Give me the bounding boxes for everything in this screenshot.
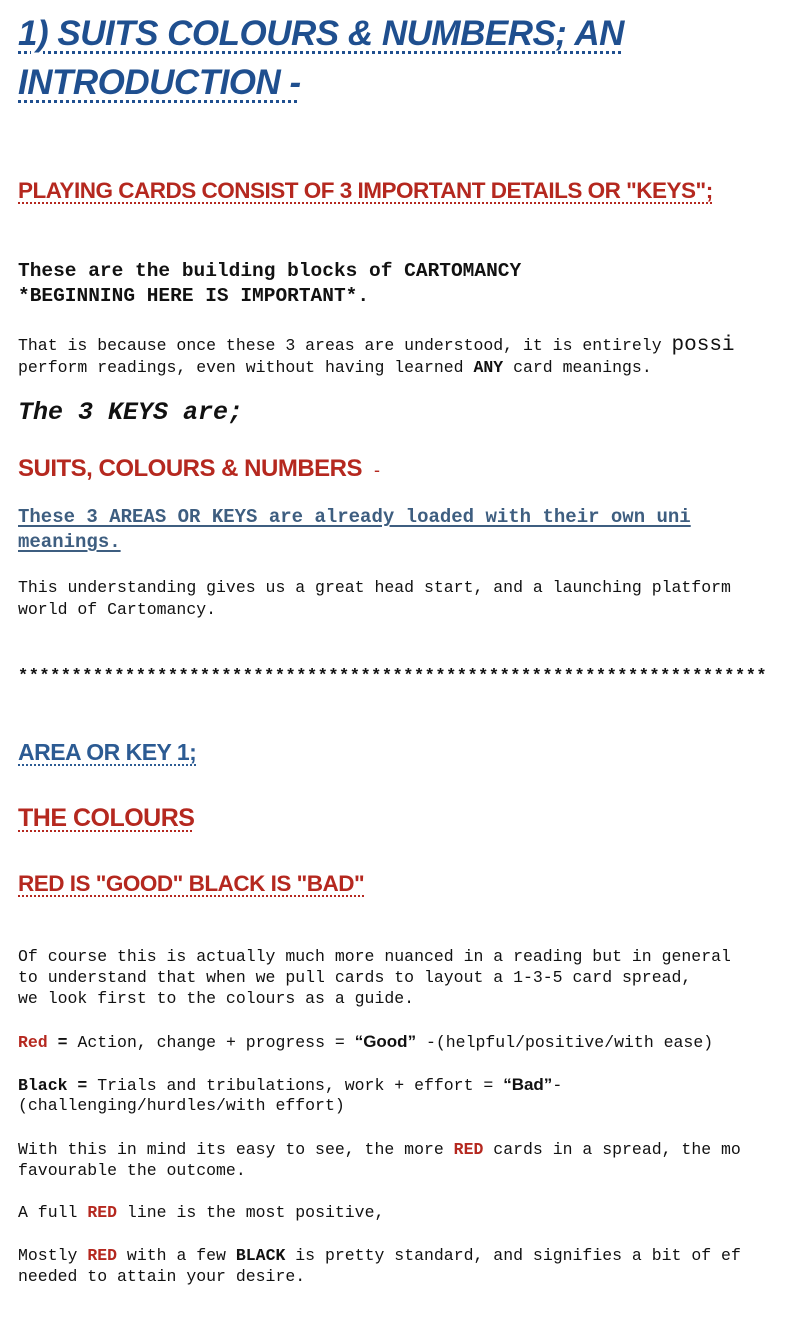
head-start-line-1: This understanding gives us a great head start, and a launching platform — [18, 578, 731, 597]
understood-line-1 — [18, 335, 735, 357]
more-red-line-2: favourable the outcome. — [18, 1161, 246, 1180]
playing-cards-heading: PLAYING CARDS CONSIST OF 3 IMPORTANT DETAILS OR "KEYS"; — [18, 178, 713, 203]
building-blocks-line-2: *BEGINNING HERE IS IMPORTANT*. — [18, 285, 370, 307]
red-good-black-bad-heading: RED IS "GOOD" BLACK IS "BAD" — [18, 871, 365, 896]
mostly-red-text-2: with a few — [117, 1246, 236, 1265]
more-red-text: With this in mind its easy to see, the more — [18, 1140, 454, 1159]
suits-colours-numbers-heading — [18, 454, 380, 485]
suits-heading-text: SUITS, COLOURS & NUMBERS — [18, 455, 363, 482]
mostly-red-text-3: is pretty standard, and signifies a bit of ef — [285, 1246, 741, 1265]
full-red-text-2: line is the most positive, — [117, 1203, 385, 1222]
mostly-red-red: RED — [87, 1246, 118, 1265]
full-red-line — [18, 1202, 384, 1224]
nuanced-line-2: to understand that when we pull cards to layout a 1-3-5 card spread, — [18, 968, 692, 987]
red-definition — [18, 1031, 713, 1054]
head-start-line-2: world of Cartomancy. — [18, 600, 217, 619]
areas-loaded-line-2[interactable]: meanings. — [18, 531, 121, 553]
more-red-text-2: cards in a spread, the mo — [483, 1140, 741, 1159]
understood-text: That is because once these 3 areas are understood, it is entirely — [18, 336, 672, 355]
suits-dash: - — [374, 460, 380, 480]
the-colours-heading: THE COLOURS — [18, 804, 195, 832]
understood-text-3: card meanings. — [503, 358, 652, 377]
more-red-red: RED — [453, 1140, 484, 1159]
black-def-text: Trials and tribulations, work + effort = — [87, 1076, 504, 1095]
areas-loaded-line-1[interactable]: These 3 AREAS OR KEYS are already loaded with their own uni — [18, 506, 691, 528]
nuanced-line-3: we look first to the colours as a guide. — [18, 989, 415, 1008]
red-label: Red — [18, 1033, 48, 1052]
page-title-line-2: INTRODUCTION - — [18, 63, 301, 102]
full-red-red: RED — [87, 1203, 118, 1222]
mostly-red-black: BLACK — [235, 1246, 286, 1265]
good-quote: “Good” — [354, 1032, 417, 1051]
understood-line-2 — [18, 357, 652, 379]
black-definition-line-2: (challenging/hurdles/with effort) — [18, 1096, 345, 1115]
red-eq: = — [47, 1033, 78, 1052]
bad-quote: “Bad” — [503, 1075, 553, 1094]
more-red-line-1 — [18, 1139, 741, 1161]
black-label: Black = — [18, 1076, 88, 1095]
red-def-text-2: -(helpful/positive/with ease) — [416, 1033, 714, 1052]
red-def-text: Action, change + progress = — [77, 1033, 355, 1052]
page-title-line-1: 1) SUITS COLOURS & NUMBERS; AN — [18, 14, 624, 53]
black-def-dash: - — [552, 1076, 563, 1095]
black-definition-line-1 — [18, 1074, 562, 1097]
mostly-red-line-2: needed to attain your desire. — [18, 1267, 306, 1286]
understood-text-2: perform readings, even without having learned — [18, 358, 474, 377]
mostly-red-text: Mostly — [18, 1246, 88, 1265]
separator-stars: ********************************************************************** — [18, 667, 768, 686]
three-keys-heading: The 3 KEYS are; — [18, 398, 244, 427]
full-red-text: A full — [18, 1203, 88, 1222]
building-blocks-line-1: These are the building blocks of CARTOMANCY — [18, 260, 522, 282]
area-key-1-heading: AREA OR KEY 1; — [18, 739, 197, 765]
understood-cutoff: possi — [671, 334, 735, 357]
mostly-red-line-1 — [18, 1245, 741, 1267]
nuanced-line-1: Of course this is actually much more nuanced in a reading but in general — [18, 947, 731, 966]
understood-any: ANY — [473, 358, 504, 377]
